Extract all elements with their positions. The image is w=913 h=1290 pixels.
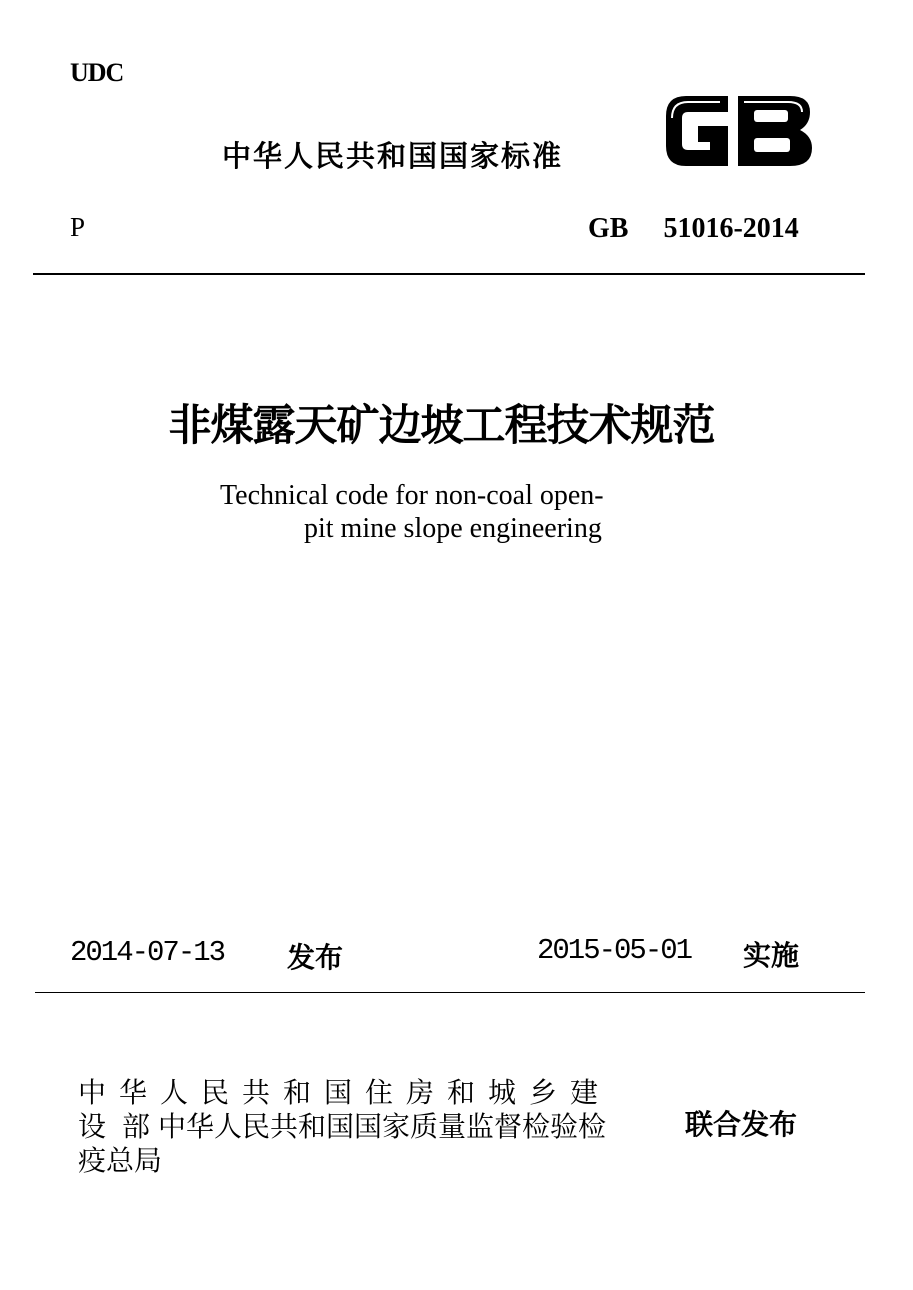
standard-code: 51016-2014 bbox=[663, 213, 799, 244]
classification-code: P bbox=[70, 212, 86, 242]
english-title-line-1: Technical code for non-coal open- bbox=[220, 480, 604, 511]
implementation-date: 2015-05-01 bbox=[537, 934, 692, 967]
issuing-authorities bbox=[78, 1076, 650, 1178]
issuer-line-2-part-1: 设 bbox=[78, 1110, 107, 1143]
issuer-line-2 bbox=[78, 1110, 650, 1144]
issuer-line-2-part-2: 部 bbox=[122, 1110, 151, 1143]
chinese-title: 非煤露天矿边坡工程技术规范 bbox=[168, 401, 715, 451]
gb-logo bbox=[662, 92, 814, 170]
issuer-line-1: 中华人民共和国住房和城乡建 bbox=[78, 1076, 612, 1109]
issue-label: 发布 bbox=[287, 941, 344, 974]
standard-prefix: GB bbox=[588, 213, 629, 244]
issuer-line-3: 疫总局 bbox=[78, 1144, 163, 1177]
issuer-line-2-part-3: 中华人民共和国国家质量监督检验检 bbox=[158, 1110, 607, 1143]
joint-issue-label: 联合发布 bbox=[685, 1108, 798, 1141]
english-title-line-2: pit mine slope engineering bbox=[304, 513, 602, 544]
implementation-label: 实施 bbox=[743, 939, 800, 972]
bottom-divider bbox=[35, 992, 865, 993]
issue-date: 2014-07-13 bbox=[70, 936, 225, 969]
udc-label: UDC bbox=[70, 58, 124, 87]
top-divider bbox=[33, 273, 865, 275]
national-standard-heading: 中华人民共和国国家标准 bbox=[222, 139, 564, 173]
standard-number bbox=[588, 213, 799, 245]
